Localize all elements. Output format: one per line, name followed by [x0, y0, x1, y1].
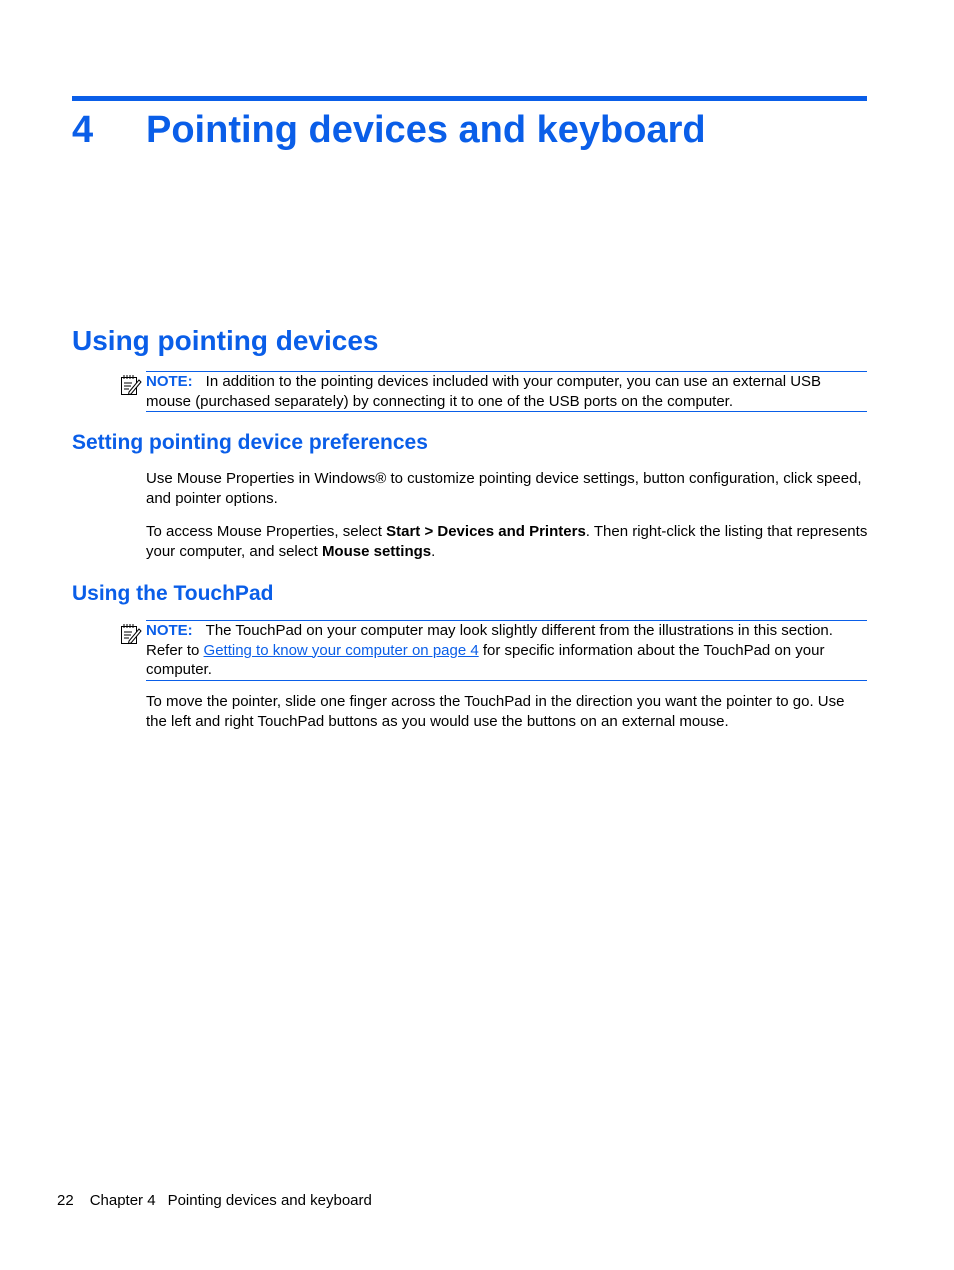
chapter-number: 4 — [72, 109, 94, 151]
subsection-title-touchpad: Using the TouchPad — [72, 582, 274, 605]
chapter-title: Pointing devices and keyboard — [146, 109, 706, 151]
chapter-rule — [72, 96, 867, 101]
note-icon — [120, 374, 142, 396]
note-touchpad: NOTE: The TouchPad on your computer may look slightly different from the illustrations in this section. Refer to Getting to know your computer on page 4 for specific information about the TouchPad on your computer. — [146, 620, 867, 681]
preferences-paragraph-1: Use Mouse Properties in Windows® to customize pointing device settings, button configuration, click speed, and pointer options. — [146, 470, 862, 507]
section-title: Using pointing devices — [72, 325, 379, 356]
note-external-mouse — [146, 371, 867, 412]
note-label: NOTE: — [146, 373, 193, 390]
footer-chapter-title: Pointing devices and keyboard — [167, 1192, 372, 1209]
link-getting-to-know[interactable]: Getting to know your computer on page 4 — [203, 641, 479, 659]
footer-chapter-label: Chapter 4 — [89, 1192, 156, 1209]
subsection-title-preferences: Setting pointing device preferences — [72, 431, 428, 454]
page-footer — [57, 1191, 388, 1211]
preferences-paragraph-2: To access Mouse Properties, select Start > Devices and Printers. Then right-click the listing that represents your computer, and select Mouse settings. — [146, 523, 868, 560]
note-label: NOTE: — [146, 622, 193, 639]
page-number: 22 — [57, 1192, 74, 1209]
note-icon — [120, 623, 142, 645]
mouse-settings-label: Mouse settings — [321, 543, 432, 560]
note-text: In addition to the pointing devices included with your computer, you can use an external USB mouse (purchased separately) by connecting it to one of the USB ports on the computer. — [146, 373, 822, 410]
touchpad-paragraph: To move the pointer, slide one finger across the TouchPad in the direction you want the pointer to go. Use the left and right TouchPad buttons as you would use the buttons on an external mouse. — [146, 693, 845, 730]
menu-path: Start > Devices and Printers — [386, 523, 586, 540]
